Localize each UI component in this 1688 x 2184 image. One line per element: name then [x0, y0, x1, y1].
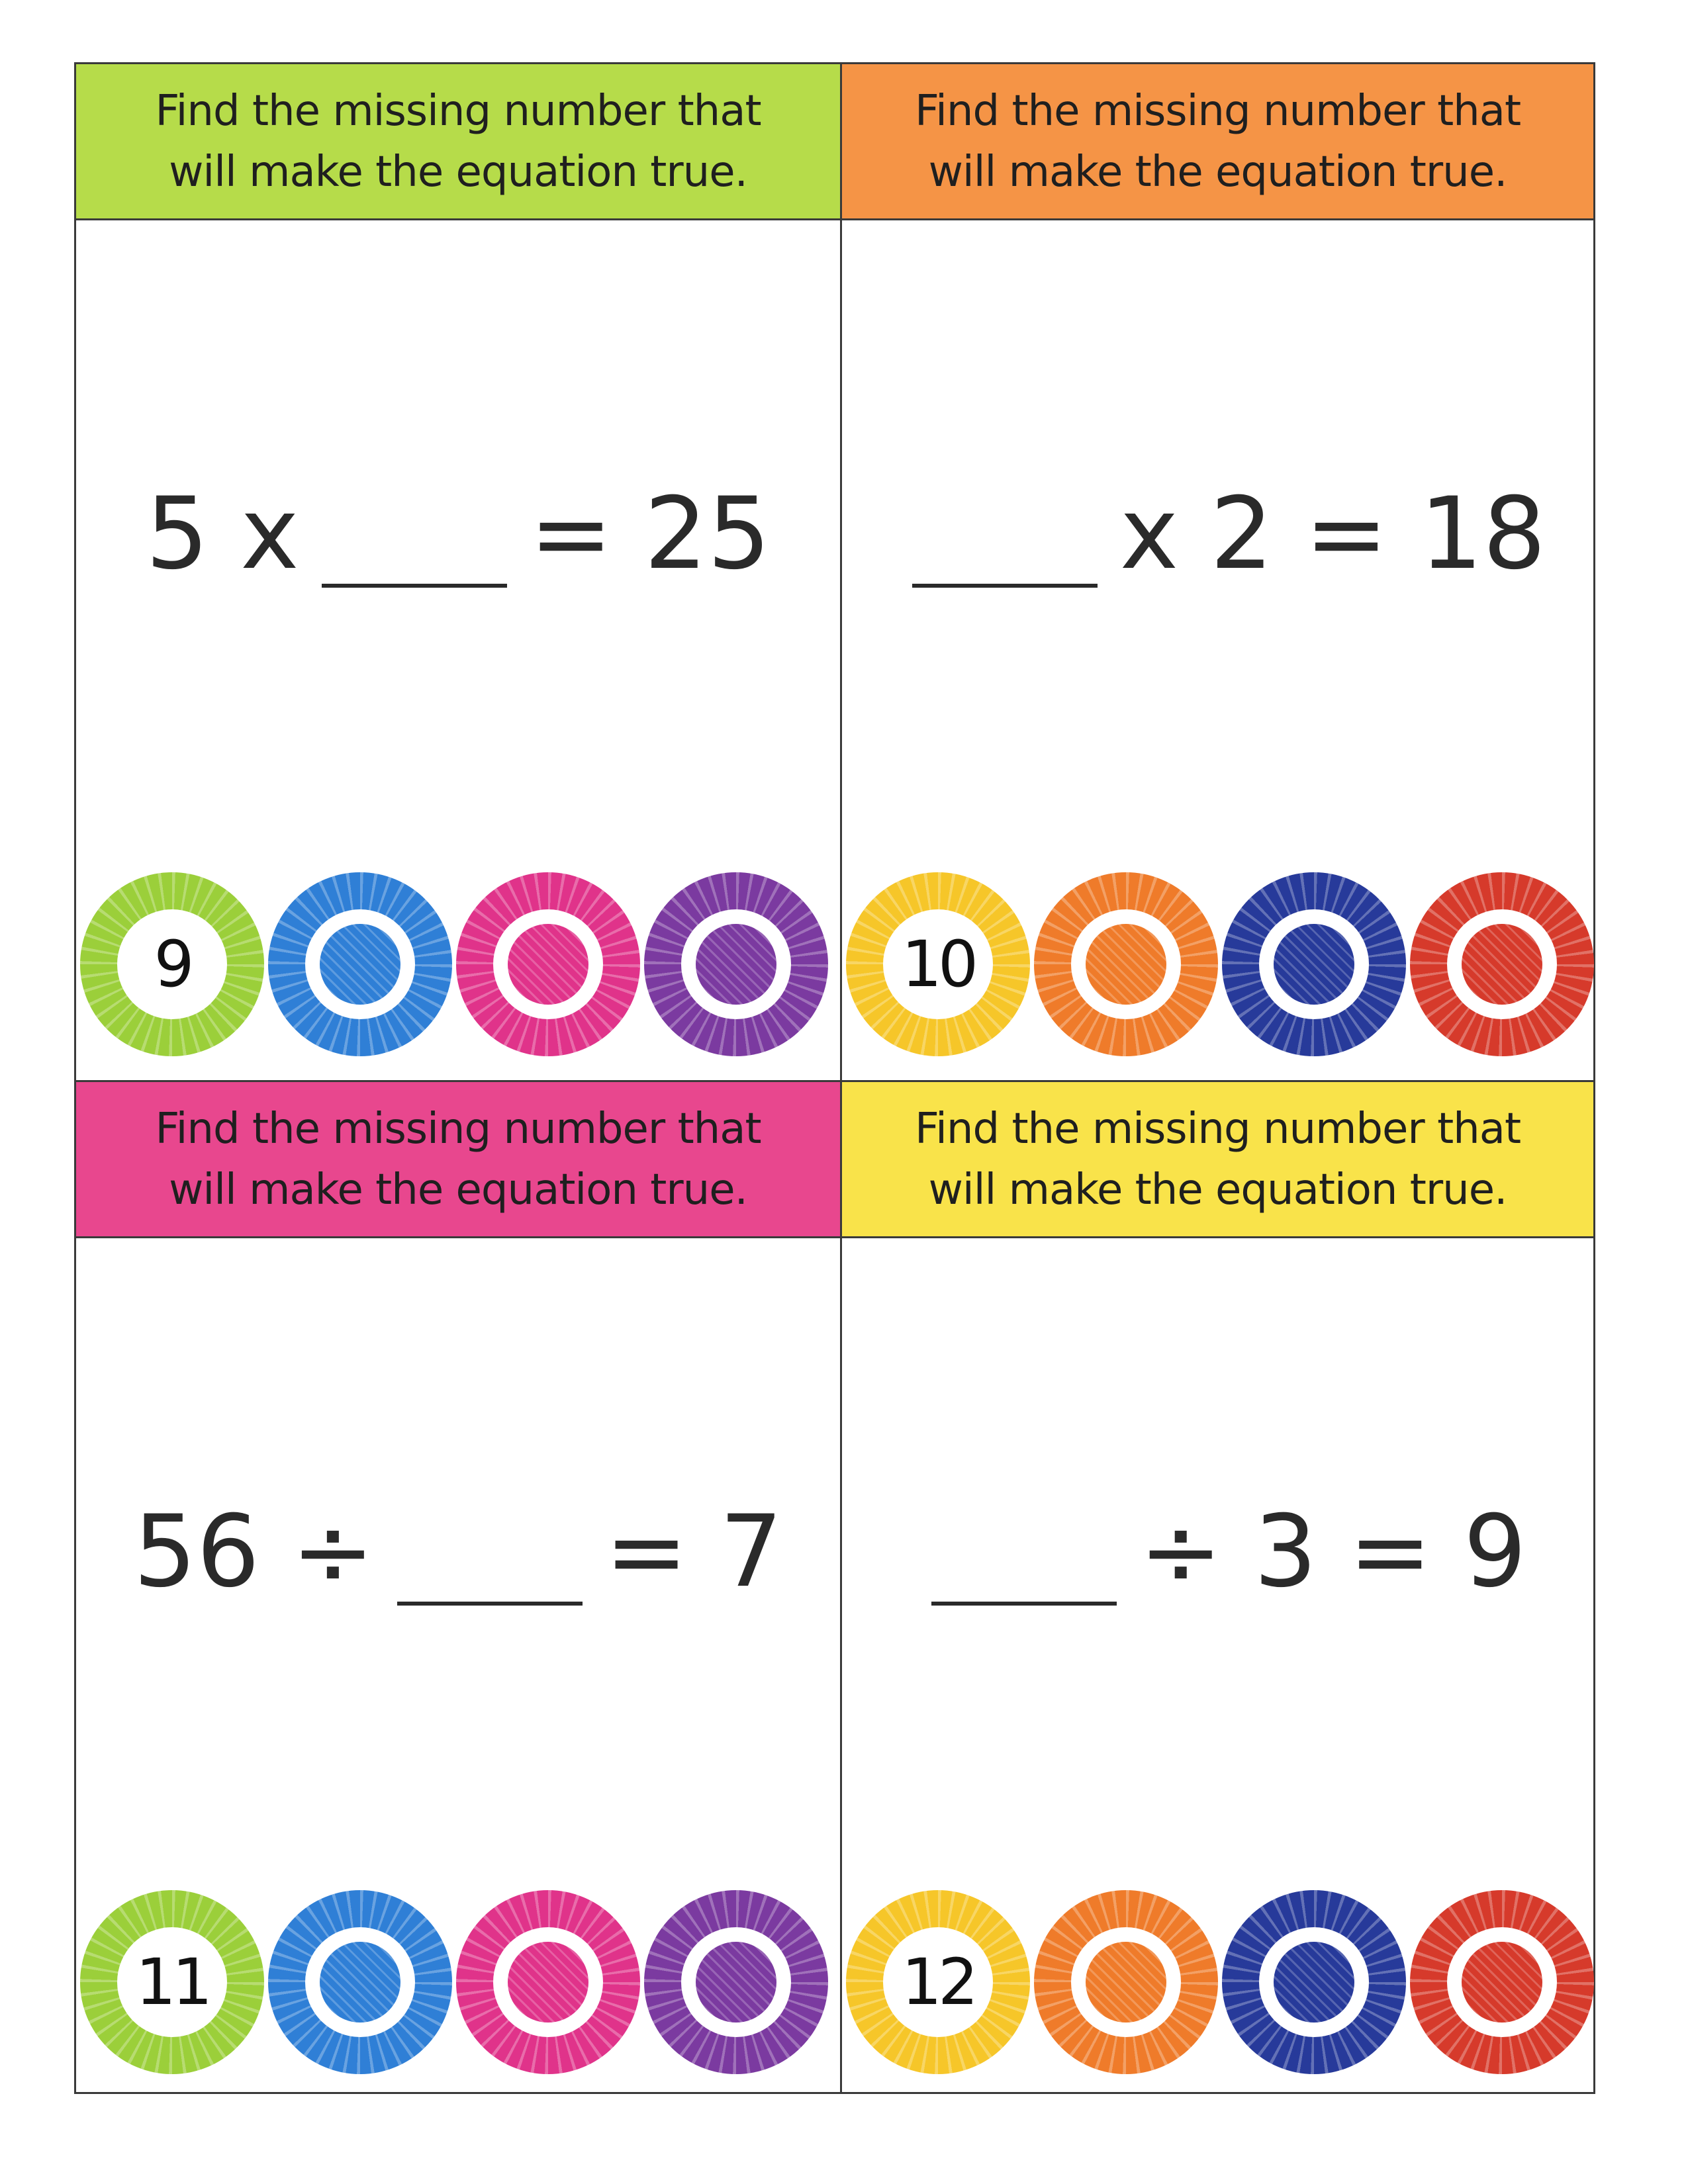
equation: [842, 461, 1593, 607]
equation: [76, 461, 840, 607]
instruction-text: Find the missing number that will make the equation true.: [155, 1104, 761, 1214]
circle-row: [846, 1883, 1593, 2081]
blank-circle: [644, 1890, 828, 2074]
card-number: 10: [901, 927, 975, 1001]
blank-circle: [1034, 1890, 1218, 2074]
task-card-9: [76, 64, 842, 1082]
blank-circle: [268, 1890, 452, 2074]
task-card-11: [76, 1082, 842, 2092]
task-card-12: [842, 1082, 1593, 2092]
blank-circle: [1222, 1890, 1406, 2074]
task-card-10: [842, 64, 1593, 1082]
answer-blank: [397, 1602, 583, 1606]
instruction-text: Find the missing number that will make the equation true.: [914, 1104, 1521, 1214]
task-card-sheet: [74, 62, 1595, 2094]
card-header: [76, 64, 840, 220]
blank-circle: [456, 1890, 640, 2074]
equation: [76, 1479, 840, 1625]
number-circle: [846, 1890, 1030, 2074]
blank-circle: [1410, 872, 1594, 1056]
circle-row: [846, 865, 1593, 1064]
card-header: [842, 1082, 1593, 1238]
instruction-text: Find the missing number that will make the equation true.: [155, 86, 761, 197]
number-circle: [80, 1890, 264, 2074]
blank-circle: [1410, 1890, 1594, 2074]
equation-right: = 25: [529, 477, 771, 592]
blank-circle: [644, 872, 828, 1056]
answer-blank: [322, 584, 507, 588]
blank-circle: [1222, 872, 1406, 1056]
equation-left: 56 ÷: [133, 1494, 375, 1610]
instruction-text: Find the missing number that will make the equation true.: [914, 86, 1521, 197]
equation-left: 5 x: [145, 477, 299, 592]
card-header: [842, 64, 1593, 220]
equation-right: ÷ 3 = 9: [1139, 1494, 1527, 1610]
answer-blank: [912, 584, 1098, 588]
number-circle: [80, 872, 264, 1056]
equation-right: = 7: [604, 1494, 783, 1610]
card-header: [76, 1082, 840, 1238]
card-number: 9: [154, 927, 191, 1001]
blank-circle: [268, 872, 452, 1056]
equation: [842, 1479, 1593, 1625]
circle-row: [80, 1883, 840, 2081]
blank-circle: [1034, 872, 1218, 1056]
card-number: 11: [135, 1945, 209, 2019]
blank-circle: [456, 872, 640, 1056]
card-number: 12: [901, 1945, 975, 2019]
number-circle: [846, 872, 1030, 1056]
answer-blank: [931, 1602, 1117, 1606]
circle-row: [80, 865, 840, 1064]
equation-right: x 2 = 18: [1119, 477, 1546, 592]
